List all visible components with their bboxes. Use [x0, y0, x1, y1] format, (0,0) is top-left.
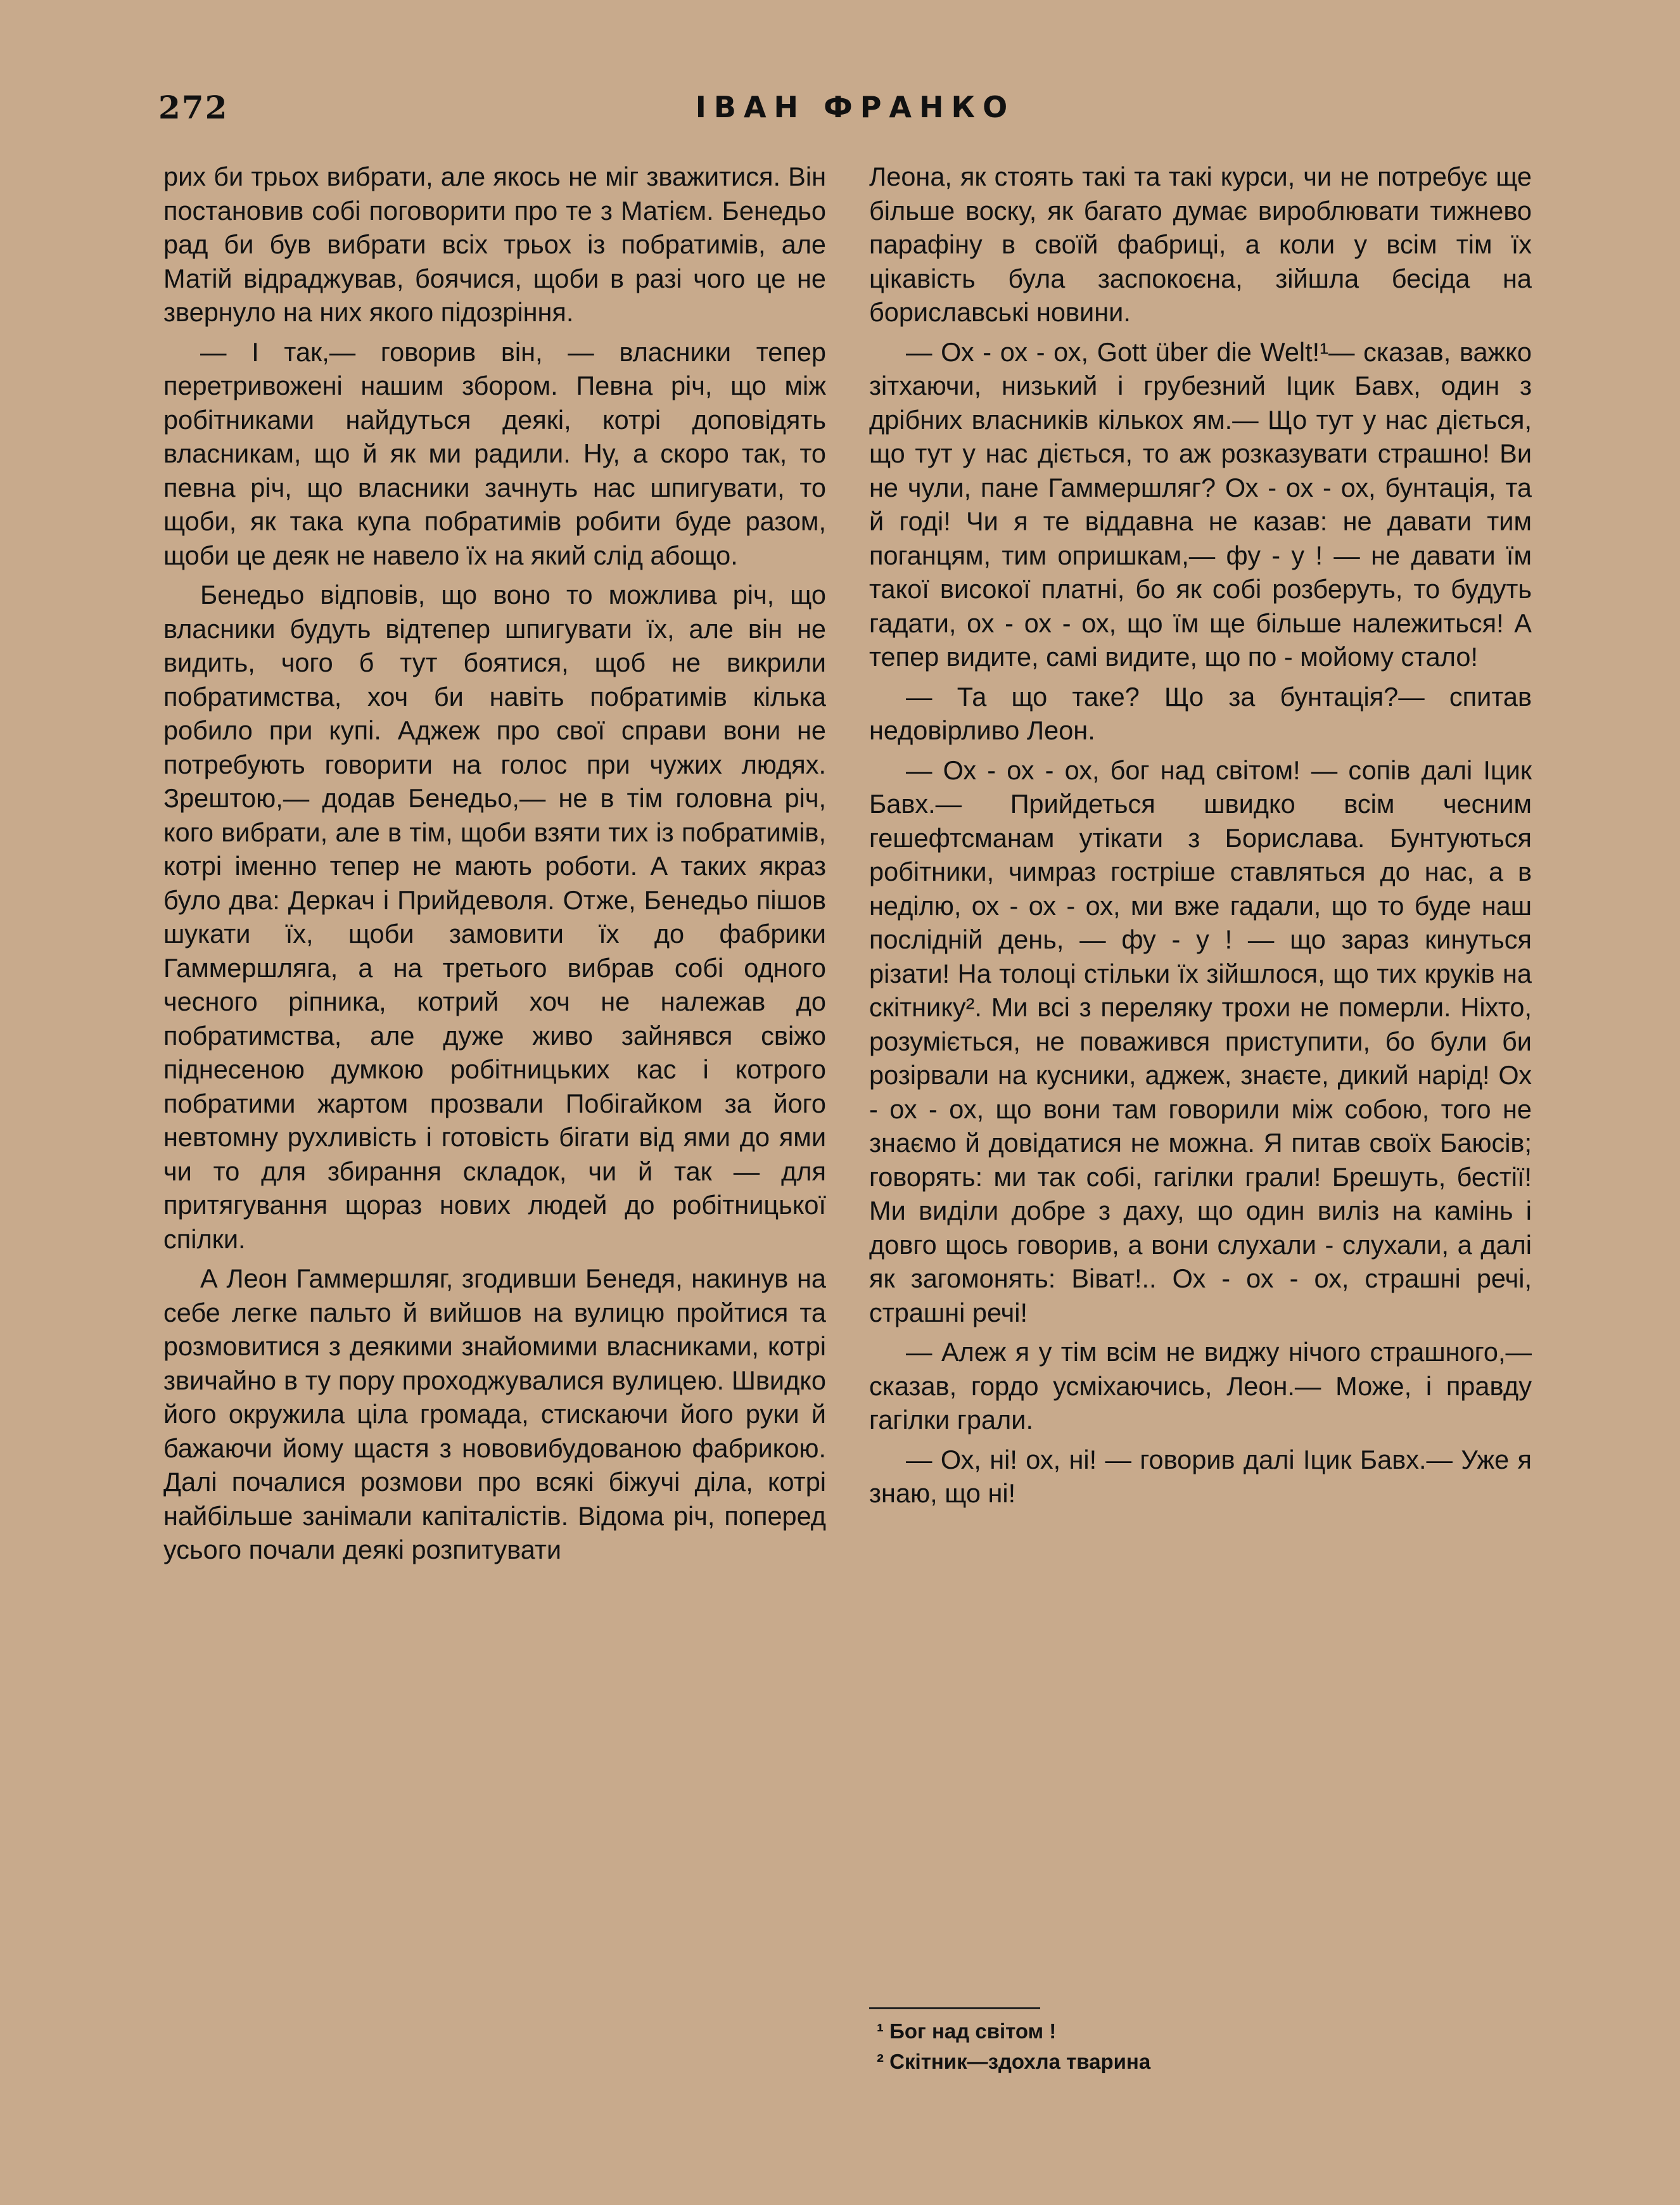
- footnote: [869, 2016, 1532, 2047]
- right-text-column: [869, 160, 1532, 1516]
- paragraph: — Ох, ні! ох, ні! — говорив далі Іцик Бавх.— Уже я знаю, що ні!: [869, 1444, 1532, 1508]
- paragraph: — Та що таке? Що за бунтація?— спитав недовірливо Леон.: [869, 681, 1532, 745]
- paragraph: Бенедьо відповів, що воно то можлива річ, що власники будуть відтепер шпигувати їх, але він не видить, чого б тут боятися, щоб не викрили побратимства, хоч би навіть побратимів кілька робило при купі. Аджеж про свої справи вони не потребують говорити на голос при чужих людях. Зрештою,— додав Бенедьо,— не в тім головна річ, кого вибрати, але в тім, щоби взяти тих із побратимів, котрі іменно тепер не мають роботи. А таких якраз було два: Деркач і Прийдеволя. Отже, Бенедьо пішов шукати їх, щоби замовити їх до фабрики Гаммершляга, а на третього вибрав собі одного чесного ріпника, котрий хоч не належав до побратимства, але дуже живо зайнявся свіжо піднесеною думкою робітницьких кас і котрого побратими жартом прозвали Побігайком за його невтомну рухливість і готовість бігати від ями до ями чи то для збирання складок, чи й так — для притягування щораз нових людей до робітницької спілки.: [163, 580, 826, 1254]
- footnote-mark: ¹: [877, 2019, 884, 2043]
- paragraph: — Ох - ох - ох, бог над світом! — сопів далі Іцик Бавх.— Прийдеться швидко всім чесним гешефтсманам утікати з Борислава. Бунтуються робітники, чимраз гостріше ставляться до нас, а в неділю, ох - ох - ох, ми вже гадали, що то буде наш послідній день, — фу - у ! — що зараз кинуться різати! На толоці стільки їх зійшлося, що тих круків на скітнику². Ми всі з переляку трохи не померли. Ніхто, розуміється, не поважився приступити, бо були би розірвали на кусники, аджеж, знаєте, дикий нарід! Ох - ох - ох, що вони там говорили між собою, того не знаємо й довідатися не можна. Я питав своїх Баюсів; говорять: ми так собі, гагілки грали! Брешуть, бестії! Ми виділи добре з даху, що один виліз на камінь і довго щось говорив, а вони слухали - слухали, а далі як загомонять: Віват!.. Ох - ох - ох, страшні речі, страшні речі!: [869, 755, 1532, 1327]
- running-title: ІВАН ФРАНКО: [695, 90, 1015, 124]
- footnotes: [869, 2016, 1532, 2077]
- paragraph: — І так,— говорив він, — власники тепер перетривожені нашим збором. Певна річ, що між робітниками найдуться деякі, котрі доповідять власникам, що й як ми радили. Ну, а скоро так, то певна річ, що власники зачнуть нас шпигувати, то щоби, як така купа побратимів робити буде разом, щоби це деяк не навело їх на який слід абощо.: [163, 336, 826, 570]
- paragraph: рих би трьох вибрати, але якось не міг зважитися. Він постановив собі поговорити про те з Матієм. Бенедьо рад би був вибрати всіх трьох із побратимів, але Матій відраджував, боячися, щоби в разі чого це не звернуло на них якого підозріння.: [163, 162, 826, 327]
- paragraph: — Алеж я у тім всім не виджу нічого страшного,— сказав, гордо усміхаючись, Леон.— Може, і правду гагілки грали.: [869, 1337, 1532, 1435]
- paragraph: А Леон Гаммершляг, згодивши Бенедя, накинув на себе легке пальто й вийшов на вулицю пройтися та розмовитися з деякими знайомими власниками, котрі звичайно в ту пору проходжувалися вулицею. Швидко його окружила ціла громада, стискаючи його руки й бажаючи йому щастя з нововибудованою фабрикою. Далі почалися розмови про всякі біжучі діла, котрі найбільше занімали капіталістів. Відома річ, поперед усього почали деякі розпитувати: [163, 1263, 826, 1564]
- footnote-text: Бог над світом !: [889, 2019, 1057, 2043]
- paragraph: Леона, як стоять такі та такі курси, чи не потребує ще більше воску, як багато думає вироблювати тижнево парафіну в своїй фабриці, а коли у всім тім їх цікавість була заспокоєна, зійшла бесіда на бориславські новини.: [869, 162, 1532, 327]
- footnote-text: Скітник—здохла тварина: [889, 2050, 1151, 2073]
- paragraph: — Ох - ох - ох, Gott über die Welt!¹— сказав, важко зітхаючи, низький і грубезний Іцик Бавх, один з дрібних власників кількох ям.— Що тут у нас діється, що тут у нас діється, то аж розказувати страшно! Ви не чули, пане Гаммершляг? Ох - ох - ох, бунтація, та й годі! Чи я те віддавна не казав: не давати тим поганцям, тим опришкам,— фу - у ! — не давати їм такої високої платні, бо як собі розберуть, то будуть гадати, ох - ох - ох, що їм ще більше належиться! А тепер видите, самі видите, що по - мойому стало!: [869, 336, 1532, 672]
- page-number: 272: [158, 89, 229, 126]
- footnote-divider: [869, 2007, 1040, 2009]
- page-header: [158, 89, 1552, 127]
- left-text-column: [163, 160, 826, 1573]
- footnote-mark: ²: [877, 2050, 884, 2073]
- footnote: [869, 2047, 1532, 2077]
